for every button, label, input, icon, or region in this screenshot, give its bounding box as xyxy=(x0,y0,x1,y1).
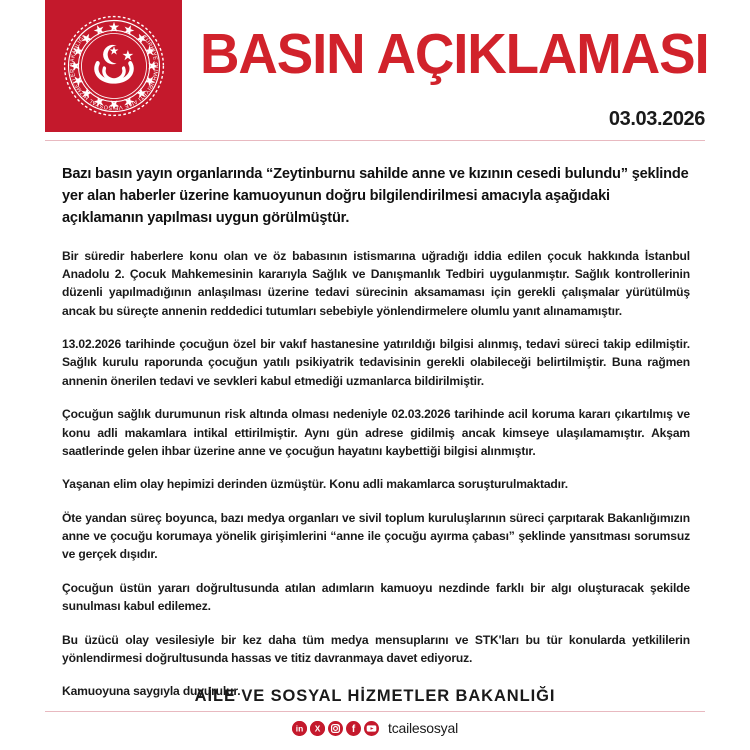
body-paragraph: 13.02.2026 tarihinde çocuğun özel bir vakıf hastanesine yatırıldığı bilgisi alınmış, tedavi süreci takip edilmiştir. Sağlık kurulu raporunda çocuğun yatılı psikiyatrik tedavisinin gerekli olabileceği belirtilmiştir. Buna rağmen annenin önerilen tedavi ve sevkleri kabul etmediği uzmanlarca bildirilmiştir. xyxy=(62,337,690,388)
body-paragraph: Çocuğun sağlık durumunun risk altında olması nedeniyle 02.03.2026 tarihinde acil koruma kararı çıkartılmış ve konu adli makamlara intikal ettirilmiştir. Aynı gün adrese gidilmiş ancak kimseye ulaşılamamıştır. Akşam saatlerinde gelen ihbar üzerine anne ve çocuğun hayatını kaybettiği bilgisi alınmıştır. xyxy=(62,407,690,458)
body-paragraph: Öte yandan süreç boyunca, bazı medya organları ve sivil toplum kuruluşlarının süreci çarpıtarak Bakanlığımızın anne ve çocuğu korumaya yönelik girişimlerini “anne ile çocuğu ayırma çabası” şeklinde yansıtması sorumsuz ve gerçek dışıdır. xyxy=(62,510,690,562)
body-paragraph: Kamuoyuna saygıyla duyurulur. xyxy=(62,684,241,699)
lede-paragraph: Bazı basın yayın organlarında “Zeytinburnu sahilde anne ve kızının cesedi bulundu” şeklinde yer alan haberler üzerine kamuoyunun doğru bilgilendirilmesi amacıyla aşağıdaki açıklamanın yapılması uygun görülmüştür. xyxy=(62,166,689,227)
release-body xyxy=(62,163,690,701)
footer-divider xyxy=(45,711,705,712)
document-header xyxy=(0,0,750,132)
social-handle: tcailesosyal xyxy=(388,720,458,736)
body-paragraph: Yaşanan elim olay hepimizi derinden üzmüştür. Konu adli makamlarca soruşturulmaktadır. xyxy=(62,477,568,492)
body-paragraph: Çocuğun üstün yararı doğrultusunda atılan adımların kamuoyu nezdinde farklı bir algı oluşturacak şekilde sunulması kabul edilemez. xyxy=(62,580,690,614)
svg-text:X: X xyxy=(314,723,321,734)
facebook-icon[interactable] xyxy=(346,721,361,736)
svg-text:TÜRKİYE CUMHURİYETİ AİLE VE SO: TÜRKİYE CUMHURİYETİ AİLE VE SOSYAL HİZMETLER BAKANLIĞI xyxy=(69,34,158,111)
instagram-icon[interactable] xyxy=(328,721,343,736)
ministry-logo-block xyxy=(45,0,182,132)
youtube-icon[interactable] xyxy=(364,721,379,736)
release-date: 03.03.2026 xyxy=(608,108,705,130)
paragraph-list xyxy=(62,247,690,701)
svg-text:in: in xyxy=(295,723,304,734)
linkedin-icon[interactable] xyxy=(292,721,307,736)
body-paragraph: Bu üzücü olay vesilesiyle bir kez daha tüm medya mensuplarını ve STK'ları bu tür konularda yetkililerin yönlendirmesi doğrultusunda hassas ve titiz davranmaya davet ediyoruz. xyxy=(62,632,690,665)
ministry-seal-icon xyxy=(62,14,166,118)
page-title: BASIN AÇIKLAMASI xyxy=(200,22,709,86)
document-footer xyxy=(0,687,750,736)
header-divider xyxy=(45,140,705,141)
x-twitter-icon[interactable] xyxy=(310,721,325,736)
body-paragraph: Bir süredir haberlere konu olan ve öz babasının istismarına uğradığı iddia edilen çocuk hakkında İstanbul Anadolu 2. Çocuk Mahkemesinin kararıyla Sağlık ve Danışmanlık Tedbiri uygulanmıştır. Sağlık kontrollerinin düzenli yapılmadığının anlaşılması üzerine tedavi sürecinin aksamaması için gerekli çalışmalar yürütülmüş ancak bu süreçte annenin reddedici tutumları sebebiyle yönlendirmelere olumlu yanıt alınamamıştır. xyxy=(62,248,690,318)
ministry-name: AİLE VE SOSYAL HİZMETLER BAKANLIĞI xyxy=(194,687,556,705)
svg-text:f: f xyxy=(351,723,356,735)
social-media-row xyxy=(0,720,750,736)
